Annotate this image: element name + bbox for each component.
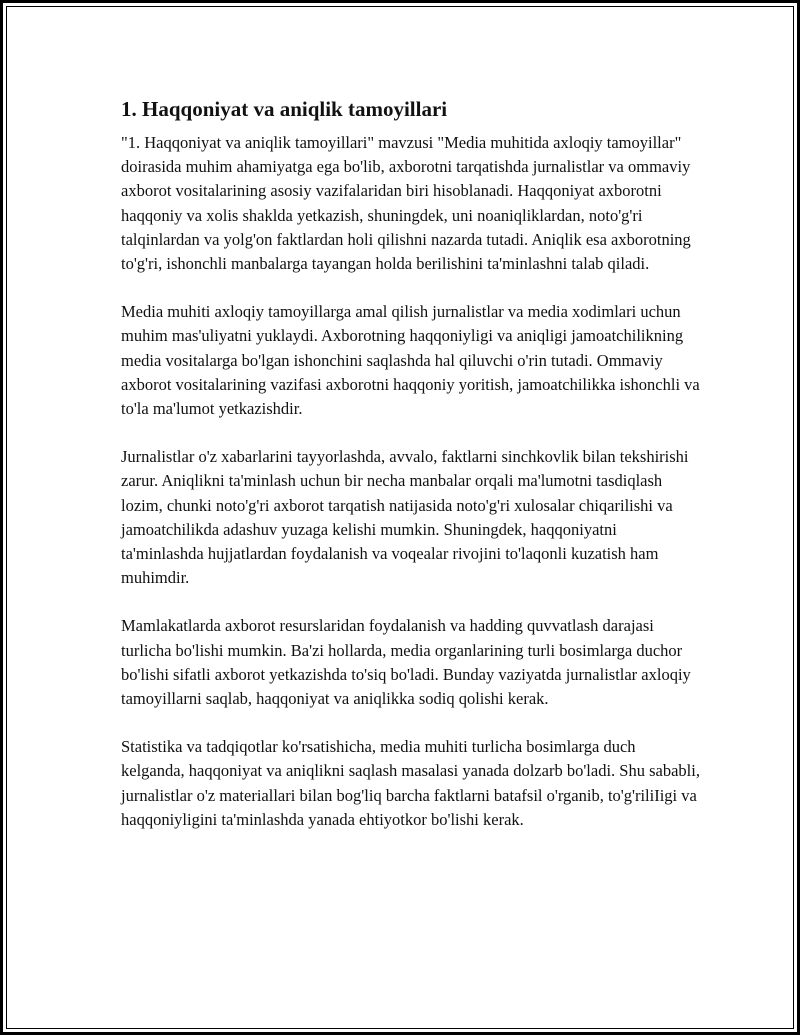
paragraph-4: Mamlakatlarda axborot resurslaridan foydalanish va hadding quvvatlash darajasi turlicha bo'lishi mumkin. Ba'zi hollarda, media organlarining turli bosimlarga duchor bo'lishi sifatli axborot yetkazishda to'siq bo'ladi. Bunday vaziyatda jurnalistlar axloqiy tamoyillarni saqlab, haqqoniyat va aniqlikka sodiq qolishi kerak. xyxy=(121,616,691,709)
paragraph-3: Jurnalistlar o'z xabarlarini tayyorlashda, avvalo, faktlarni sinchkovlik bilan tekshirishi zarur. Aniqlikni ta'minlash uchun bir necha manbalar orqali ma'lumotni tasdiqlash lozim, chunki noto'g'ri axborot tarqatish natijasida noto'g'ri xulosalar chiqarilishi va jamoatchilikda adashuv yuzaga kelishi mumkin. Shuningdek, haqqoniyatni ta'minlashda hujjatlardan foydalanish va voqealar rivojini to'laqonli kuzatish ham muhimdir. xyxy=(121,447,689,588)
section-heading: 1. Haqqoniyat va aniqlik tamoyillari xyxy=(121,97,448,121)
paragraph-1: "1. Haqqoniyat va aniqlik tamoyillari" mavzusi "Media muhitida axloqiy tamoyillar" doirasida muhim ahamiyatga ega bo'lib, axborotni tarqatishda jurnalistlar va ommaviy axborot vositalarining asosiy vazifalaridan biri hisoblanadi. Haqqoniyat axborotni haqqoniy va xolis shaklda yetkazish, shuningdek, uni noaniqliklardan, noto'g'ri talqinlardan va yolg'on faktlardan holi qilishni nazarda tutadi. Aniqlik esa axborotning to'g'ri, ishonchli manbalarga tayangan holda berilishini ta'minlashni talab qiladi. xyxy=(121,133,691,274)
paragraph-5: Statistika va tadqiqotlar ko'rsatishicha, media muhiti turlicha bosimlarga duch kelganda, haqqoniyat va aniqlikni saqlash masalasi yanada dolzarb bo'ladi. Shu sababli, jurnalistlar o'z materiallari bilan bog'liq barcha faktlarni batafsil o'rganib, to'g'riliIigi va haqqoniyligini ta'minlashda yanada ehtiyotkor bo'lishi kerak. xyxy=(121,737,700,829)
document-body xyxy=(121,95,701,856)
paragraph-2: Media muhiti axloqiy tamoyillarga amal qilish jurnalistlar va media xodimlari uchun muhim mas'uliyatni yuklaydi. Axborotning haqqoniyligi va aniqligi jamoatchilikning media vositalarga bo'lgan ishonchini saqlashda hal qiluvchi o'rin tutadi. Ommaviy axborot vositalarining vazifasi axborotni haqqoniy yoritish, jamoatchilikka ishonchli va to'la ma'lumot yetkazishdir. xyxy=(121,302,700,419)
